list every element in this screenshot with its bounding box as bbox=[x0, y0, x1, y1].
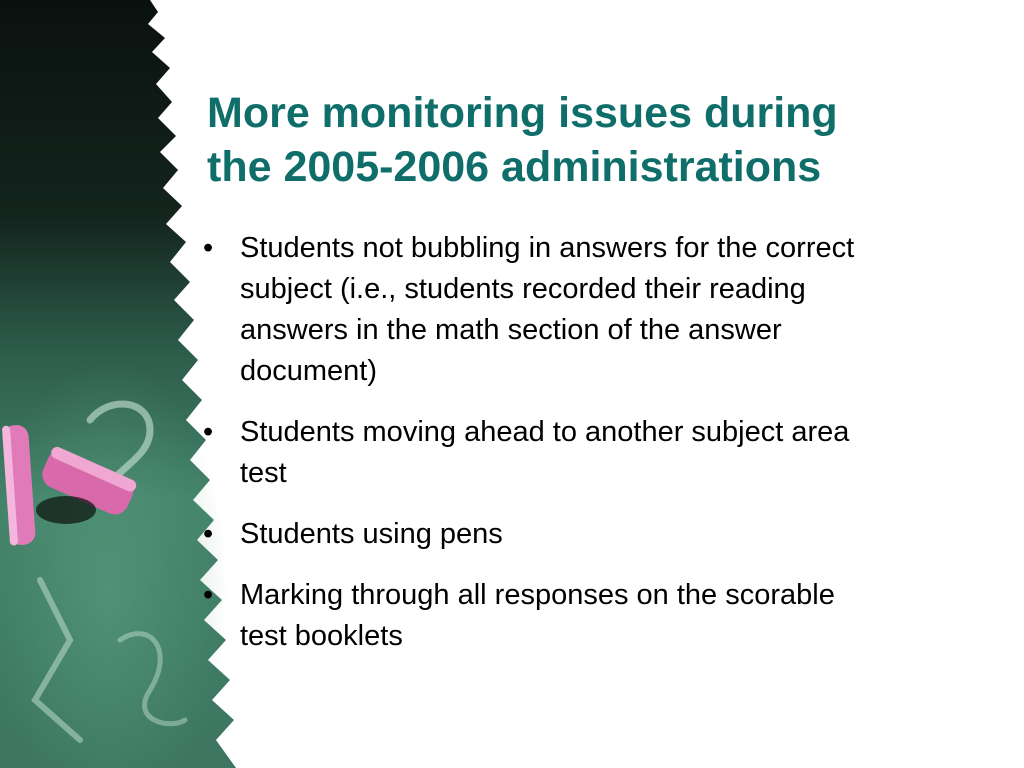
bullet-text-line: subject (i.e., students recorded their reading bbox=[240, 273, 806, 305]
bullet-item bbox=[200, 514, 990, 555]
slide-title bbox=[207, 86, 997, 194]
bullet-text-line: answers in the math section of the answer bbox=[240, 314, 782, 346]
bullet-text-line: document) bbox=[240, 355, 378, 387]
bullet-dot-icon: • bbox=[203, 518, 214, 550]
bullet-text-line: Students not bubbling in answers for the correct bbox=[240, 232, 855, 264]
bullet-item bbox=[200, 412, 990, 494]
bullet-text-line: test bbox=[240, 457, 287, 489]
bullet-dot-icon: • bbox=[203, 416, 214, 448]
bullet-dot-icon: • bbox=[203, 232, 214, 264]
bullet-item bbox=[200, 228, 990, 392]
title-line-2: the 2005-2006 administrations bbox=[207, 143, 822, 191]
bullet-text-line: test booklets bbox=[240, 620, 403, 652]
bullet-dot-icon: • bbox=[203, 579, 214, 611]
bullet-text-line: Students moving ahead to another subject area bbox=[240, 416, 850, 448]
bullet-list bbox=[200, 228, 990, 677]
bullet-text-line: Marking through all responses on the scorable bbox=[240, 579, 835, 611]
title-line-1: More monitoring issues during bbox=[207, 89, 838, 137]
bullet-item bbox=[200, 575, 990, 657]
bullet-text-line: Students using pens bbox=[240, 518, 503, 550]
